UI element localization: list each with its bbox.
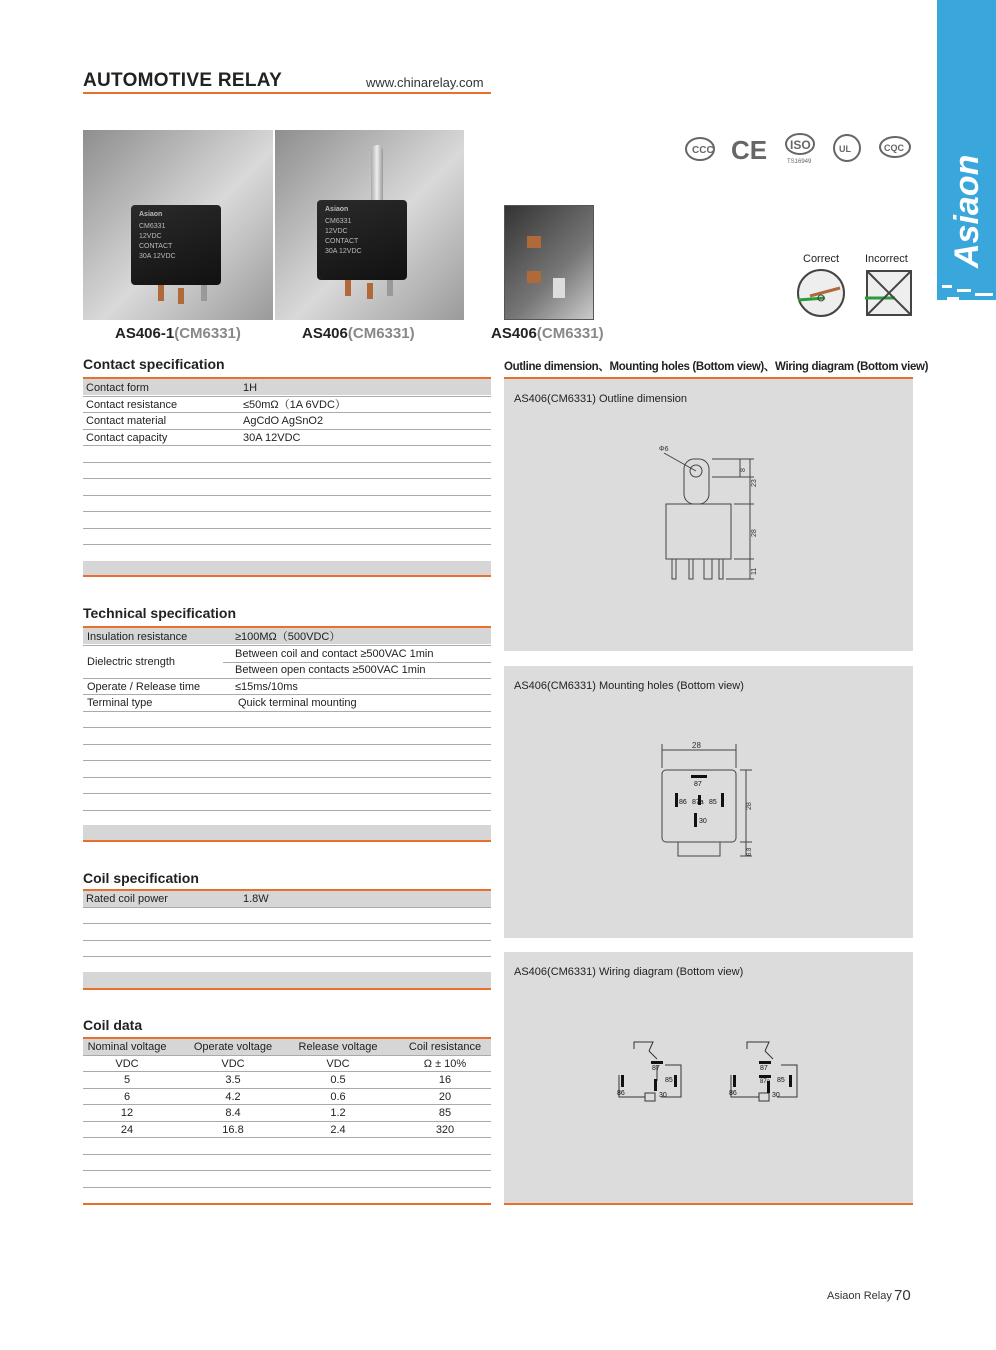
table-row [83,463,491,480]
svg-text:28: 28 [751,529,758,537]
table-row [83,761,491,778]
svg-text:CQC: CQC [884,143,904,153]
product-caption-1: AS406-1(CM6331) [115,325,241,342]
outline-dimension-title: AS406(CM6331) Outline dimension [514,393,688,405]
table-row [83,778,491,795]
page-number: 70 [894,1287,911,1304]
svg-text:85: 85 [709,799,717,806]
correct-icon [798,270,844,316]
product-photo-terminals [504,205,594,320]
svg-text:ISO: ISO [790,138,811,152]
svg-text:30: 30 [699,818,707,825]
svg-text:Φ6: Φ6 [659,446,669,453]
svg-text:CCC: CCC [692,145,714,156]
outline-dimension-panel [504,379,913,651]
table-row [83,512,491,529]
table-row [83,908,491,925]
table-footer-shade [83,972,491,988]
coil-data-units-row: VDC VDC VDC Ω ± 10% [83,1056,491,1073]
table-row: Operate / Release time ≤15ms/10ms [83,679,491,696]
product-photo-as406-1 [83,130,273,320]
mounting-holes-title: AS406(CM6331) Mounting holes (Bottom view) [514,680,744,692]
table-row [83,745,491,762]
svg-text:30: 30 [659,1092,667,1099]
table-row: Contact form 1H [83,380,491,397]
iso-icon [786,134,814,165]
table-row: Dielectric strength Between coil and contact ≥500VAC 1min Between open contacts ≥500VAC 1min [83,646,491,679]
table-row [83,1155,491,1172]
coil-spec-title: Coil specification [83,870,199,886]
table-row: Insulation resistance ≥100MΩ（500VDC） [83,629,491,646]
product-caption-2: AS406(CM6331) [302,325,415,342]
ce-icon: CE [731,135,768,165]
svg-text:23: 23 [751,479,758,487]
wiring-diagram-drawing [609,1037,799,1117]
table-row [83,728,491,745]
table-row [83,496,491,513]
svg-text:86: 86 [679,799,687,806]
table-row [83,941,491,958]
section-rule [83,840,491,842]
svg-text:87a: 87a [692,799,704,806]
svg-text:28: 28 [692,741,701,750]
contact-spec-title: Contact specification [83,356,225,372]
table-row: 5 3.5 0.5 16 [83,1072,491,1089]
table-row: 24 16.8 2.4 320 [83,1122,491,1139]
table-row [83,446,491,463]
table-row [83,794,491,811]
technical-spec-title: Technical specification [83,605,237,621]
wiring-diagram-title: AS406(CM6331) Wiring diagram (Bottom view) [514,966,744,978]
section-rule [83,1203,491,1205]
table-row [83,1171,491,1188]
table-row [83,1188,491,1205]
header-rule [83,92,491,94]
table-row [83,1138,491,1155]
section-rule [83,988,491,990]
table-row: Contact resistance ≤50mΩ（1A 6VDC） [83,397,491,414]
table-row: Contact material AgCdO AgSnO2 [83,413,491,430]
product-caption-3: AS406(CM6331) [491,325,604,342]
drawings-heading: Outline dimension、Mounting holes (Bottom view)、Wiring diagram (Bottom view) [504,361,929,373]
table-row [83,924,491,941]
table-row [83,529,491,546]
certification-icons [683,130,913,168]
wiring-diagram-panel [504,952,913,1204]
svg-text:TS16949: TS16949 [787,159,812,165]
mounting-holes-drawing [654,738,764,863]
svg-text:30: 30 [772,1092,780,1099]
outline-dimension-drawing [644,439,774,589]
svg-text:86: 86 [617,1090,625,1097]
svg-text:6.8: 6.8 [747,847,753,856]
svg-text:28: 28 [746,802,753,810]
mounting-holes-panel [504,666,913,938]
table-row: 6 4.2 0.6 20 [83,1089,491,1106]
table-row: Terminal type Quick terminal mounting [83,695,491,712]
svg-text:8: 8 [740,468,747,472]
svg-text:11: 11 [751,567,758,575]
brand-stripes-icon [937,275,996,315]
cqc-icon [880,137,910,157]
svg-text:85: 85 [665,1077,673,1084]
page-title: AUTOMOTIVE RELAY [83,70,283,91]
svg-text:85: 85 [777,1077,785,1084]
section-rule [504,1203,913,1205]
product-photo-as406 [275,130,464,320]
svg-text:87: 87 [760,1065,768,1072]
ul-icon [834,135,860,161]
table-row: Rated coil power 1.8W [83,891,491,908]
correct-label: Correct [803,253,840,265]
incorrect-label: Incorrect [865,253,908,265]
table-footer-shade [83,561,491,575]
table-row: Contact capacity 30A 12VDC [83,430,491,447]
asiaon-logo-icon [940,120,994,270]
svg-text:87: 87 [694,781,702,788]
svg-text:87a: 87a [760,1079,771,1085]
coil-data-header-row: Nominal voltage Operate voltage Release voltage Coil resistance [83,1039,491,1056]
table-footer-shade [83,825,491,840]
table-row [83,712,491,729]
svg-text:UL: UL [839,144,851,154]
wiring-diagram-a [619,1042,681,1101]
table-row: 12 8.4 1.2 85 [83,1105,491,1122]
svg-text:Asiaon: Asiaon [948,154,986,268]
website-url[interactable]: www.chinarelay.com [366,75,484,90]
incorrect-icon [865,271,911,315]
relay-body: Asiaon CM6331 12VDC CONTACT 30A 12VDC [131,205,221,285]
table-row [83,545,491,562]
svg-text:86: 86 [729,1090,737,1097]
table-row [83,479,491,496]
svg-text:87: 87 [652,1065,660,1072]
coil-data-title: Coil data [83,1017,143,1033]
install-orientation-icons [795,268,915,320]
footer-brand: Asiaon Relay [827,1290,892,1302]
relay-body: Asiaon CM6331 12VDC CONTACT 30A 12VDC [317,200,407,280]
section-rule [83,575,491,577]
